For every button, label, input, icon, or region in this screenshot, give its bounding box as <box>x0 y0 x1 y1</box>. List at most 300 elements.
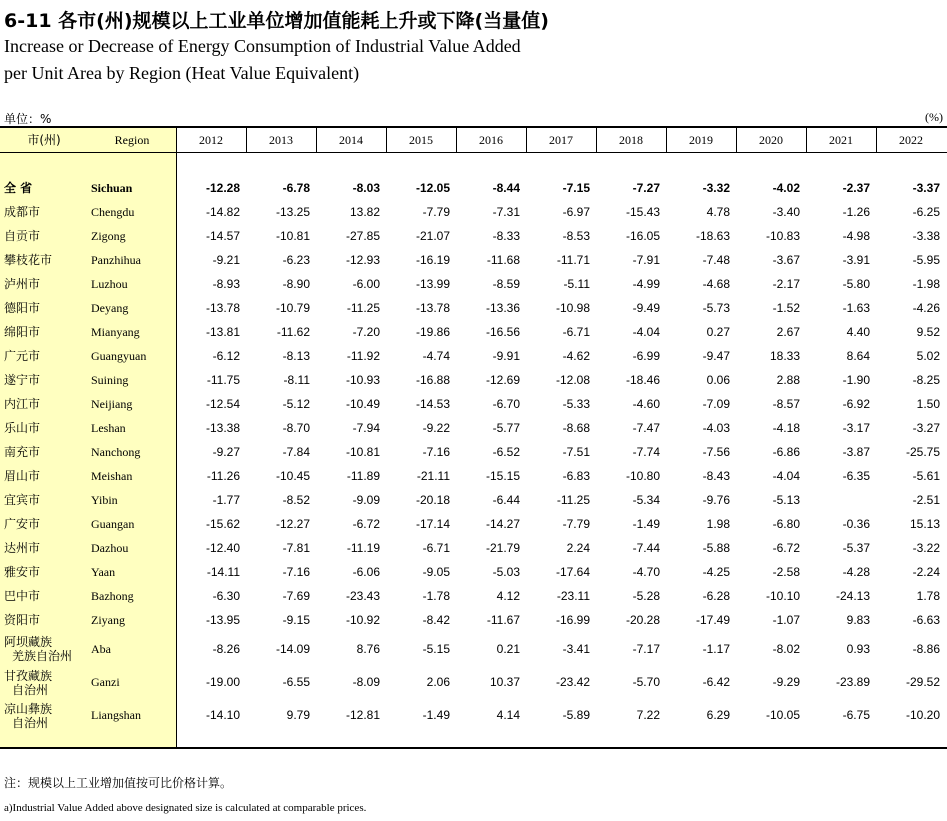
row-city-cn: 资阳市 <box>4 613 41 627</box>
table-cell: -1.07 <box>772 613 800 627</box>
table-cell: -9.47 <box>702 349 730 363</box>
unit-label-right: (%) <box>925 110 943 124</box>
table-cell: -29.52 <box>905 675 940 689</box>
table-cell: 0.06 <box>706 373 730 387</box>
table-cell: -8.70 <box>282 421 310 435</box>
table-cell: -7.16 <box>422 445 450 459</box>
header-year-0: 2012 <box>199 133 223 147</box>
table-cell: -3.87 <box>842 445 870 459</box>
table-cell: -15.15 <box>485 469 520 483</box>
header-separator <box>596 128 597 152</box>
table-row <box>0 344 947 368</box>
table-cell: -5.11 <box>563 277 590 291</box>
row-city-cn: 德阳市 <box>4 301 41 315</box>
header-bottom-rule <box>0 152 947 153</box>
table-cell: -12.93 <box>345 253 380 267</box>
table-cell: -4.26 <box>912 301 940 315</box>
table-cell: 13.82 <box>349 205 380 219</box>
table-row <box>0 272 947 296</box>
table-bottom-rule <box>0 747 947 749</box>
table-cell: -5.28 <box>632 589 660 603</box>
row-city-cn <box>4 669 52 697</box>
table-row <box>0 392 947 416</box>
row-region-en: Zigong <box>91 229 126 243</box>
title-chinese: 6-11 各市(州)规模以上工业单位增加值能耗上升或下降(当量值) <box>4 10 549 32</box>
table-cell: -4.70 <box>632 565 660 579</box>
table-cell: -5.88 <box>702 541 730 555</box>
table-cell: -3.22 <box>912 541 940 555</box>
table-cell: -7.20 <box>352 325 380 339</box>
table-cell: -5.33 <box>562 397 590 411</box>
row-city-cn: 广安市 <box>4 517 41 531</box>
table-cell: -6.55 <box>282 675 310 689</box>
table-cell: -5.80 <box>842 277 870 291</box>
table-cell: -11.75 <box>206 373 240 387</box>
table-cell: -13.25 <box>275 205 310 219</box>
table-cell: -6.92 <box>842 397 870 411</box>
header-year-8: 2020 <box>759 133 783 147</box>
table-cell: -25.75 <box>905 445 940 459</box>
header-separator <box>526 128 527 152</box>
table-cell: -10.80 <box>625 469 660 483</box>
table-cell: 2.67 <box>776 325 800 339</box>
table-cell: 0.21 <box>496 642 520 656</box>
table-row <box>0 608 947 632</box>
table-cell: -17.49 <box>695 613 730 627</box>
table-cell: -8.86 <box>912 642 940 656</box>
table-cell: 1.78 <box>916 589 940 603</box>
table-row <box>0 416 947 440</box>
table-cell: 2.88 <box>776 373 800 387</box>
table-cell: -6.71 <box>562 325 590 339</box>
table-cell: -2.51 <box>912 493 940 507</box>
header-year-5: 2017 <box>549 133 573 147</box>
table-cell: -1.63 <box>842 301 870 315</box>
table-cell: -6.28 <box>702 589 730 603</box>
table-cell: -3.37 <box>912 181 940 195</box>
table-cell: -14.11 <box>206 565 240 579</box>
row-region-en: Suining <box>91 373 129 387</box>
header-year-4: 2016 <box>479 133 503 147</box>
table-cell: -6.44 <box>492 493 520 507</box>
row-region-en: Luzhou <box>91 277 128 291</box>
table-cell: -4.98 <box>842 229 870 243</box>
table-cell: -4.28 <box>842 565 870 579</box>
table-cell: -18.63 <box>695 229 730 243</box>
row-city-cn: 南充市 <box>4 445 41 459</box>
table-cell: -8.09 <box>352 675 380 689</box>
table-cell: -24.13 <box>835 589 870 603</box>
table-cell: 1.50 <box>916 397 940 411</box>
table-cell: -21.11 <box>416 469 450 483</box>
table-cell: -14.82 <box>205 205 240 219</box>
row-region-en: Bazhong <box>91 589 134 603</box>
table-cell: -12.08 <box>555 373 590 387</box>
table-cell: -6.12 <box>212 349 240 363</box>
table-row <box>0 536 947 560</box>
table-cell: -7.44 <box>632 541 660 555</box>
table-cell: -10.92 <box>345 613 380 627</box>
table-cell: -1.26 <box>842 205 870 219</box>
table-cell: -1.49 <box>422 708 450 722</box>
table-cell: -4.62 <box>562 349 590 363</box>
table-cell: -6.00 <box>352 277 380 291</box>
unit-label-left: 单位：% <box>4 112 52 126</box>
row-city-cn: 绵阳市 <box>4 325 41 339</box>
row-city-cn <box>4 635 72 663</box>
table-row <box>0 296 947 320</box>
table-cell: -7.48 <box>702 253 730 267</box>
table-cell: -13.78 <box>205 301 240 315</box>
table-cell: -4.03 <box>702 421 730 435</box>
table-cell: -13.36 <box>485 301 520 315</box>
table-cell: 10.37 <box>489 675 520 689</box>
table-cell: -5.73 <box>702 301 730 315</box>
row-region-en: Meishan <box>91 469 133 483</box>
table-cell: -8.02 <box>772 642 800 656</box>
table-cell: -7.09 <box>702 397 730 411</box>
table-cell: -12.81 <box>345 708 380 722</box>
row-region-en: Guangan <box>91 517 135 531</box>
table-cell: -15.43 <box>625 205 660 219</box>
table-row <box>0 320 947 344</box>
table-cell: -16.56 <box>485 325 520 339</box>
table-cell: -2.24 <box>912 565 940 579</box>
table-cell: -1.17 <box>702 642 730 656</box>
row-region-en: Yibin <box>91 493 118 507</box>
table-row <box>0 560 947 584</box>
table-cell: -6.75 <box>842 708 870 722</box>
table-cell: -12.54 <box>205 397 240 411</box>
table-cell: -6.30 <box>212 589 240 603</box>
table-cell: -6.42 <box>702 675 730 689</box>
row-city-cn: 遂宁市 <box>4 373 41 387</box>
header-separator <box>876 128 877 152</box>
table-cell: -6.06 <box>352 565 380 579</box>
row-city-cn: 达州市 <box>4 541 41 555</box>
table-cell: 4.14 <box>496 708 520 722</box>
row-region-en: Yaan <box>91 565 116 579</box>
table-cell: -7.84 <box>282 445 310 459</box>
table-cell: -7.74 <box>632 445 660 459</box>
table-cell: 4.78 <box>706 205 730 219</box>
table-cell: -4.60 <box>632 397 660 411</box>
table-cell: -4.99 <box>632 277 660 291</box>
row-region-en: Neijiang <box>91 397 133 411</box>
table-cell: -16.05 <box>625 229 660 243</box>
table-cell: -16.88 <box>415 373 450 387</box>
table-row <box>0 632 947 666</box>
table-cell: -10.79 <box>275 301 310 315</box>
table-cell: -7.81 <box>282 541 310 555</box>
table-cell: -7.94 <box>352 421 380 435</box>
table-cell: -3.41 <box>562 642 590 656</box>
table-cell: 7.22 <box>636 708 660 722</box>
table-cell: -3.91 <box>842 253 870 267</box>
table-cell: -9.49 <box>632 301 660 315</box>
table-cell: -7.17 <box>632 642 660 656</box>
table-cell: -5.77 <box>492 421 520 435</box>
table-cell: -12.28 <box>205 181 240 195</box>
table-cell: -9.09 <box>352 493 380 507</box>
table-cell: -3.17 <box>842 421 870 435</box>
table-cell: -5.61 <box>912 469 940 483</box>
table-cell: -0.36 <box>842 517 870 531</box>
table-cell: 0.93 <box>846 642 870 656</box>
table-cell: -7.27 <box>632 181 660 195</box>
header-year-9: 2021 <box>829 133 853 147</box>
table-cell: -7.16 <box>282 565 310 579</box>
table-cell: -13.81 <box>205 325 240 339</box>
table-cell: -4.04 <box>772 469 800 483</box>
table-cell: -8.90 <box>282 277 310 291</box>
table-cell: -11.25 <box>346 301 380 315</box>
header-year-2: 2014 <box>339 133 363 147</box>
header-year-6: 2018 <box>619 133 643 147</box>
table-cell: -8.59 <box>492 277 520 291</box>
table-cell: -6.70 <box>492 397 520 411</box>
table-cell: -11.67 <box>486 613 520 627</box>
row-city-cn-line: 阿坝藏族 <box>4 635 53 649</box>
row-city-cn: 全 省 <box>4 181 33 195</box>
header-city: 市(州) <box>27 133 61 147</box>
table-cell: -17.64 <box>555 565 590 579</box>
header-separator <box>736 128 737 152</box>
header-year-1: 2013 <box>269 133 293 147</box>
row-region-en: Nanchong <box>91 445 141 459</box>
table-cell: -8.26 <box>212 642 240 656</box>
table-cell: -20.18 <box>415 493 450 507</box>
table-cell: -7.47 <box>632 421 660 435</box>
table-cell: -11.92 <box>346 349 380 363</box>
table-cell: -6.97 <box>562 205 590 219</box>
table-cell: -8.52 <box>282 493 310 507</box>
table-cell: -9.27 <box>212 445 240 459</box>
row-city-cn: 内江市 <box>4 397 41 411</box>
table-cell: -13.38 <box>205 421 240 435</box>
table-cell: -11.19 <box>346 541 380 555</box>
row-city-cn-line: 凉山彝族 <box>4 702 53 716</box>
table-cell: -14.09 <box>275 642 310 656</box>
row-city-cn: 乐山市 <box>4 421 41 435</box>
table-cell: -6.80 <box>772 517 800 531</box>
table-cell: -13.95 <box>205 613 240 627</box>
table-cell: -8.53 <box>562 229 590 243</box>
table-cell: -9.15 <box>282 613 310 627</box>
row-region-en: Aba <box>91 642 111 656</box>
table-cell: -13.78 <box>415 301 450 315</box>
row-region-en: Deyang <box>91 301 129 315</box>
row-region-en: Ziyang <box>91 613 125 627</box>
table-cell: -4.25 <box>702 565 730 579</box>
table-cell: -12.27 <box>275 517 310 531</box>
row-region-en: Guangyuan <box>91 349 147 363</box>
table-cell: -7.69 <box>282 589 310 603</box>
table-cell: -27.85 <box>345 229 380 243</box>
table-cell: 4.12 <box>496 589 520 603</box>
header-separator <box>666 128 667 152</box>
table-cell: -10.20 <box>905 708 940 722</box>
row-city-cn: 雅安市 <box>4 565 41 579</box>
table-cell: -23.42 <box>555 675 590 689</box>
table-cell: -8.68 <box>562 421 590 435</box>
table-cell: -7.91 <box>632 253 660 267</box>
table-cell: -14.27 <box>485 517 520 531</box>
row-city-cn: 自贡市 <box>4 229 41 243</box>
title-english-line1: Increase or Decrease of Energy Consumption of Industrial Value Added <box>4 36 521 56</box>
table-cell: -6.63 <box>912 613 940 627</box>
table-cell: -1.90 <box>842 373 870 387</box>
table-cell: 4.40 <box>846 325 870 339</box>
table-cell: -8.43 <box>702 469 730 483</box>
table-cell: -8.03 <box>352 181 380 195</box>
table-cell: -2.58 <box>772 565 800 579</box>
table-cell: -14.10 <box>205 708 240 722</box>
table-cell: 9.79 <box>286 708 310 722</box>
row-city-cn: 攀枝花市 <box>4 253 53 267</box>
table-row <box>0 368 947 392</box>
table-cell: -11.68 <box>486 253 520 267</box>
row-region-en: Leshan <box>91 421 126 435</box>
row-city-cn <box>4 702 52 730</box>
table-cell: -15.62 <box>205 517 240 531</box>
table-cell: -1.77 <box>212 493 240 507</box>
table-cell: -10.98 <box>555 301 590 315</box>
table-cell: -6.72 <box>772 541 800 555</box>
table-cell: -20.28 <box>625 613 660 627</box>
table-cell: -9.29 <box>772 675 800 689</box>
table-cell: -14.57 <box>205 229 240 243</box>
table-cell: -8.57 <box>772 397 800 411</box>
table-cell: -16.19 <box>415 253 450 267</box>
header-year-3: 2015 <box>409 133 433 147</box>
table-row <box>0 464 947 488</box>
table-cell: -11.71 <box>556 253 590 267</box>
table-row <box>0 512 947 536</box>
table-cell: 8.64 <box>846 349 870 363</box>
table-cell: -6.23 <box>282 253 310 267</box>
table-cell: -12.05 <box>415 181 450 195</box>
table-cell: -5.03 <box>492 565 520 579</box>
table-cell: -10.10 <box>765 589 800 603</box>
table-cell: -3.40 <box>772 205 800 219</box>
table-cell: -9.76 <box>702 493 730 507</box>
table-row <box>0 666 947 699</box>
table-cell: -10.49 <box>345 397 380 411</box>
table-cell: -8.25 <box>912 373 940 387</box>
table-cell: -6.78 <box>282 181 310 195</box>
table-cell: -3.38 <box>912 229 940 243</box>
table-row <box>0 584 947 608</box>
table-cell: -23.11 <box>556 589 590 603</box>
table-cell: -8.44 <box>492 181 520 195</box>
table-cell: -4.74 <box>422 349 450 363</box>
table-cell: -7.79 <box>422 205 450 219</box>
table-cell: -9.91 <box>492 349 520 363</box>
row-region-en: Ganzi <box>91 675 120 689</box>
table-row <box>0 248 947 272</box>
header-year-7: 2019 <box>689 133 713 147</box>
table-cell: -1.78 <box>422 589 450 603</box>
table-cell: -6.99 <box>632 349 660 363</box>
table-cell: -10.05 <box>765 708 800 722</box>
row-city-cn: 广元市 <box>4 349 41 363</box>
table-cell: -5.89 <box>562 708 590 722</box>
header-separator <box>456 128 457 152</box>
table-cell: 18.33 <box>769 349 800 363</box>
table-cell: -6.25 <box>912 205 940 219</box>
table-cell: -8.42 <box>422 613 450 627</box>
table-cell: -2.17 <box>772 277 800 291</box>
row-region-en: Sichuan <box>91 181 133 195</box>
table-cell: -5.37 <box>842 541 870 555</box>
table-cell: -11.89 <box>346 469 380 483</box>
table-cell: -16.99 <box>555 613 590 627</box>
table-cell: 2.06 <box>426 675 450 689</box>
table-cell: -3.32 <box>702 181 730 195</box>
header-separator <box>806 128 807 152</box>
table-cell: -11.62 <box>276 325 310 339</box>
table-cell: 6.29 <box>706 708 730 722</box>
table-cell: -23.43 <box>345 589 380 603</box>
table-cell: 8.76 <box>356 642 380 656</box>
table-cell: -8.13 <box>282 349 310 363</box>
table-cell: 2.24 <box>566 541 590 555</box>
table-cell: -8.11 <box>283 373 310 387</box>
table-cell: -3.27 <box>912 421 940 435</box>
table-cell: -10.93 <box>345 373 380 387</box>
table-cell: 5.02 <box>916 349 940 363</box>
table-cell: 0.27 <box>706 325 730 339</box>
table-cell: -7.31 <box>492 205 520 219</box>
table-cell: -5.34 <box>632 493 660 507</box>
table-cell: -14.53 <box>415 397 450 411</box>
row-region-en: Panzhihua <box>91 253 141 267</box>
table-row <box>0 440 947 464</box>
row-city-cn-line: 自治州 <box>12 716 49 730</box>
table-row <box>0 176 947 200</box>
table-row <box>0 224 947 248</box>
table-cell: -23.89 <box>835 675 870 689</box>
table-cell: -7.79 <box>562 517 590 531</box>
table-cell: -6.86 <box>772 445 800 459</box>
table-cell: -1.49 <box>632 517 660 531</box>
row-city-cn: 眉山市 <box>4 469 41 483</box>
header-separator <box>386 128 387 152</box>
row-region-en: Mianyang <box>91 325 140 339</box>
table-cell: -3.67 <box>772 253 800 267</box>
table-cell: -4.02 <box>772 181 800 195</box>
table-cell: -7.51 <box>562 445 590 459</box>
row-city-cn: 泸州市 <box>4 277 41 291</box>
table-cell: -6.83 <box>562 469 590 483</box>
header-year-10: 2022 <box>899 133 923 147</box>
table-cell: -8.33 <box>492 229 520 243</box>
table-cell: -11.26 <box>206 469 240 483</box>
table-cell: -4.18 <box>772 421 800 435</box>
table-row <box>0 488 947 512</box>
table-cell: -9.05 <box>422 565 450 579</box>
table-cell: -7.15 <box>562 181 590 195</box>
table-cell: -4.68 <box>702 277 730 291</box>
table-cell: -5.15 <box>422 642 450 656</box>
table-cell: -13.99 <box>415 277 450 291</box>
header-region: Region <box>114 133 150 147</box>
table-cell: 9.52 <box>916 325 940 339</box>
row-region-en: Liangshan <box>91 708 141 722</box>
table-cell: -7.56 <box>702 445 730 459</box>
table-cell: -1.98 <box>912 277 940 291</box>
